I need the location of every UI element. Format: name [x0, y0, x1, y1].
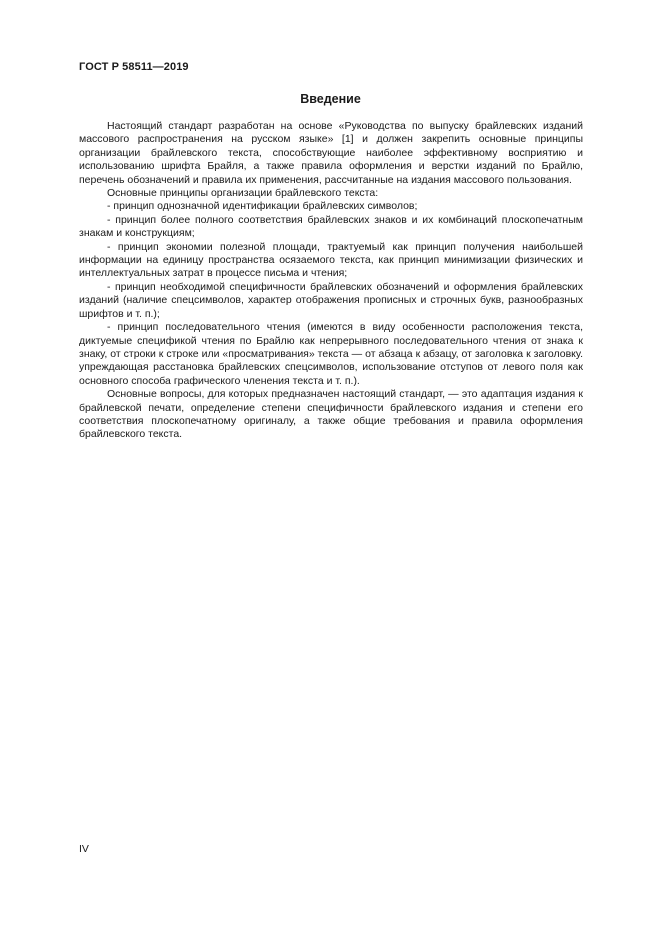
list-item-principle: - принцип однозначной идентификации брайлевских символов;: [107, 200, 418, 213]
list-item-principle: - принцип последовательного чтения (имеются в виду особенности расположения текста, диктуемые спецификой чтения по Брайлю как непрерывного последовательного чтения от знака к знаку, от строки к строке или «просматривания» текста — от абзаца к абзацу, от заголовка к заголовку. упреждающая расстановка брайлевских спецсимволов, использование отступов от левого поля как основного способа графического членения текста и т. п.).: [79, 321, 583, 387]
list-item-principle: - принцип необходимой специфичности брайлевских обозначений и оформления брайлевских изданий (наличие спецсимволов, характер отображения прописных и строчных букв, разнообразных шрифтов и т. п.);: [79, 280, 583, 320]
list-item-principle: - принцип более полного соответствия брайлевских знаков и их комбинаций плоскопечатным знакам и конструкциям;: [79, 213, 583, 240]
body-text: [79, 120, 583, 442]
paragraph-conclusion: Основные вопросы, для которых предназначен настоящий стандарт, — это адаптация издания к брайлевской печати, определение степени специфичности брайлевского издания и степени его соответствия плоскопечатному оригиналу, а также общие требования и правила оформления брайлевского текста.: [79, 388, 583, 441]
paragraph-intro: Настоящий стандарт разработан на основе «Руководства по выпуску брайлевских изданий массового распространения на русском языке» [1] и должен закрепить основные принципы организации брайлевского текста, способствующие наиболее эффективному восприятию и использованию шрифта Брайля, а также правила оформления и верстки изданий по Брайлю, перечень обозначений и правила их применения, рассчитанные на издания массового пользования.: [79, 120, 583, 186]
page-number: IV: [79, 843, 89, 855]
paragraph-principles-heading: Основные принципы организации брайлевского текста:: [107, 187, 379, 200]
section-title: Введение: [300, 92, 361, 106]
document-code: ГОСТ Р 58511—2019: [79, 61, 189, 73]
list-item-principle: - принцип экономии полезной площади, трактуемый как принцип получения наибольшей информации на единицу пространства осязаемого текста, как принцип минимизации физических и интеллектуальных затрат в процессе письма и чтения;: [79, 240, 583, 280]
